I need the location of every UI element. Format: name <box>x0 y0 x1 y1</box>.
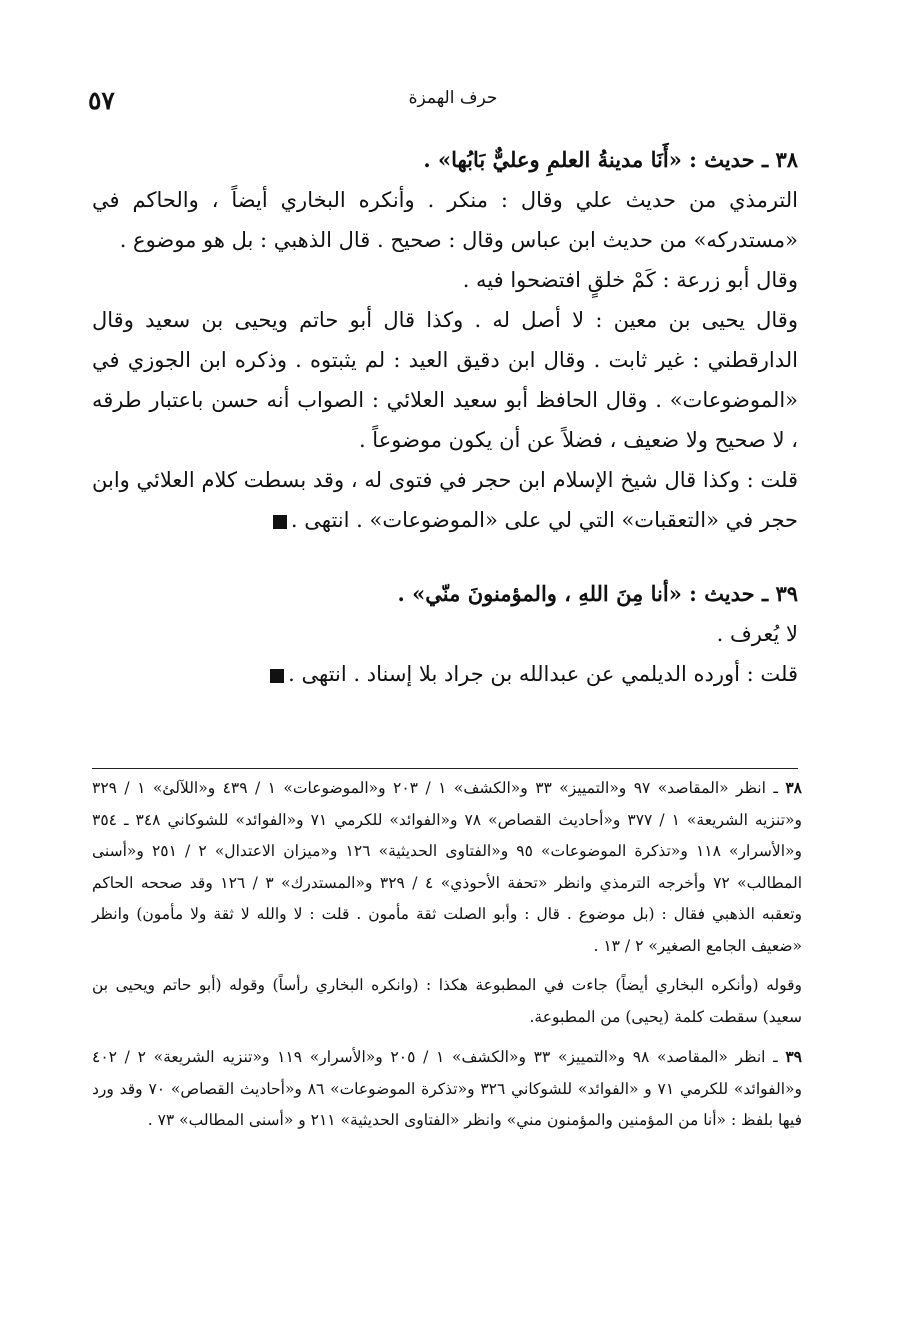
entry-39-paragraph-2-text: قلت : أورده الديلمي عن عبدالله بن جراد بلا إسناد . انتهى . <box>288 662 798 686</box>
entry-separator <box>92 540 798 574</box>
footnote-39 <box>92 1041 802 1137</box>
footnote-gap <box>92 1033 802 1041</box>
footnote-38-text: ـ انظر «المقاصد» ٩٧ و«التمييز» ٣٣ و«الكشف» ١ / ٢٠٣ و«الموضوعات» ١ / ٤٣٩ و«اللآلئ» ١ / ٣٢٩ و«تنزيه الشريعة» ١ / ٣٧٧ و«أحاديث القصاص» ٧٨ و«الفوائد» للكرمي ٧١ و«الفوائد» للشوكاني ٣٤٨ ـ ٣٥٤ و«الأسرار» ١١٨ و«تذكرة الموضوعات» ٩٥ و«الفتاوى الحديثية» ١٢٦ و«ميزان الاعتدال» ٢ / ٢٥١ و«أسنى المطالب» ٧٢ وأخرجه الترمذي وانظر «تحفة الأحوذي» ٤ / ٣٢٩ و«المستدرك» ٣ / ١٢٦ وقد صححه الحاكم وتعقبه الذهبي فقال : (بل موضوع . قال : وأبو الصلت ثقة مأمون . قلت : لا والله لا ثقة ولا مأمون) وانظر «ضعيف الجامع الصغير» ٢ / ١٣ . <box>92 779 803 955</box>
end-square-icon <box>273 515 287 529</box>
end-square-icon <box>270 669 284 683</box>
entry-39-paragraph-2 <box>92 654 798 694</box>
entry-38-paragraph-4 <box>92 460 798 540</box>
entry-38-paragraph-2: وقال أبو زرعة : كَمْ خلقٍ افتضحوا فيه . <box>462 268 798 292</box>
footnote-divider <box>92 768 798 769</box>
footnote-38 <box>92 772 802 962</box>
running-header-title: حرف الهمزة <box>408 88 498 108</box>
entry-38-paragraph-4-text: قلت : وكذا قال شيخ الإسلام ابن حجر في فتوى له ، وقد بسطت كلام العلائي وابن حجر في «التعقبات» التي لي على «الموضوعات» . انتهى . <box>92 468 798 532</box>
entry-38-title: ٣٨ ـ حديث : «أَنَا مدينةُ العلمِ وعليٌّ بَابُها» . <box>423 147 798 172</box>
footnote-38-number: ٣٨ <box>785 778 802 797</box>
footnote-gap <box>92 962 802 970</box>
entry-39-paragraph-1: لا يُعرف . <box>716 622 798 646</box>
page-number: ٥٧ <box>88 86 115 115</box>
main-text <box>92 140 798 694</box>
footnotes <box>92 772 802 1137</box>
entry-38-paragraph-1: الترمذي من حديث علي وقال : منكر . وأنكره البخاري أيضاً ، والحاكم في «مستدركه» من حديث ابن عباس وقال : صحيح . قال الذهبي : بل هو موضوع . <box>92 188 798 252</box>
entry-39-title: ٣٩ ـ حديث : «أنا مِنَ اللهِ ، والمؤمنونَ منّي» . <box>397 581 798 606</box>
footnote-39-text: ـ انظر «المقاصد» ٩٨ و«التمييز» ٣٣ و«الكشف» ١ / ٢٠٥ و«الأسرار» ١١٩ و«تنزيه الشريعة» ٢ / ٤٠٢ و«الفوائد» للكرمي ٧١ و «الفوائد» للشوكاني ٣٢٦ و«تذكرة الموضوعات» ٨٦ و«أحاديث القصاص» ٧٠ وقد ورد فيها بلفظ : «أنا من المؤمنين والمؤمنون مني» وانظر «الفتاوى الحديثية» ٢١١ و «أسنى المطالب» ٧٣ . <box>92 1048 802 1129</box>
footnote-39-number: ٣٩ <box>785 1047 803 1066</box>
footnote-38-extra: وقوله (وأنكره البخاري أيضاً) جاءت في المطبوعة هكذا : (وانكره البخاري رأساً) وقوله (أبو حاتم ويحيى بن سعيد) سقطت كلمة (يحيى) من المطبوعة. <box>92 976 802 1026</box>
entry-38-paragraph-3: وقال يحيى بن معين : لا أصل له . وكذا قال أبو حاتم ويحيى بن سعيد وقال الدارقطني : غير ثابت . وقال ابن دقيق العيد : لم يثبتوه . وذكره ابن الجوزي في «الموضوعات» . وقال الحافظ أبو سعيد العلائي : الصواب أنه حسن باعتبار طرقه ، لا صحيح ولا ضعيف ، فضلاً عن أن يكون موضوعاً . <box>92 308 798 452</box>
